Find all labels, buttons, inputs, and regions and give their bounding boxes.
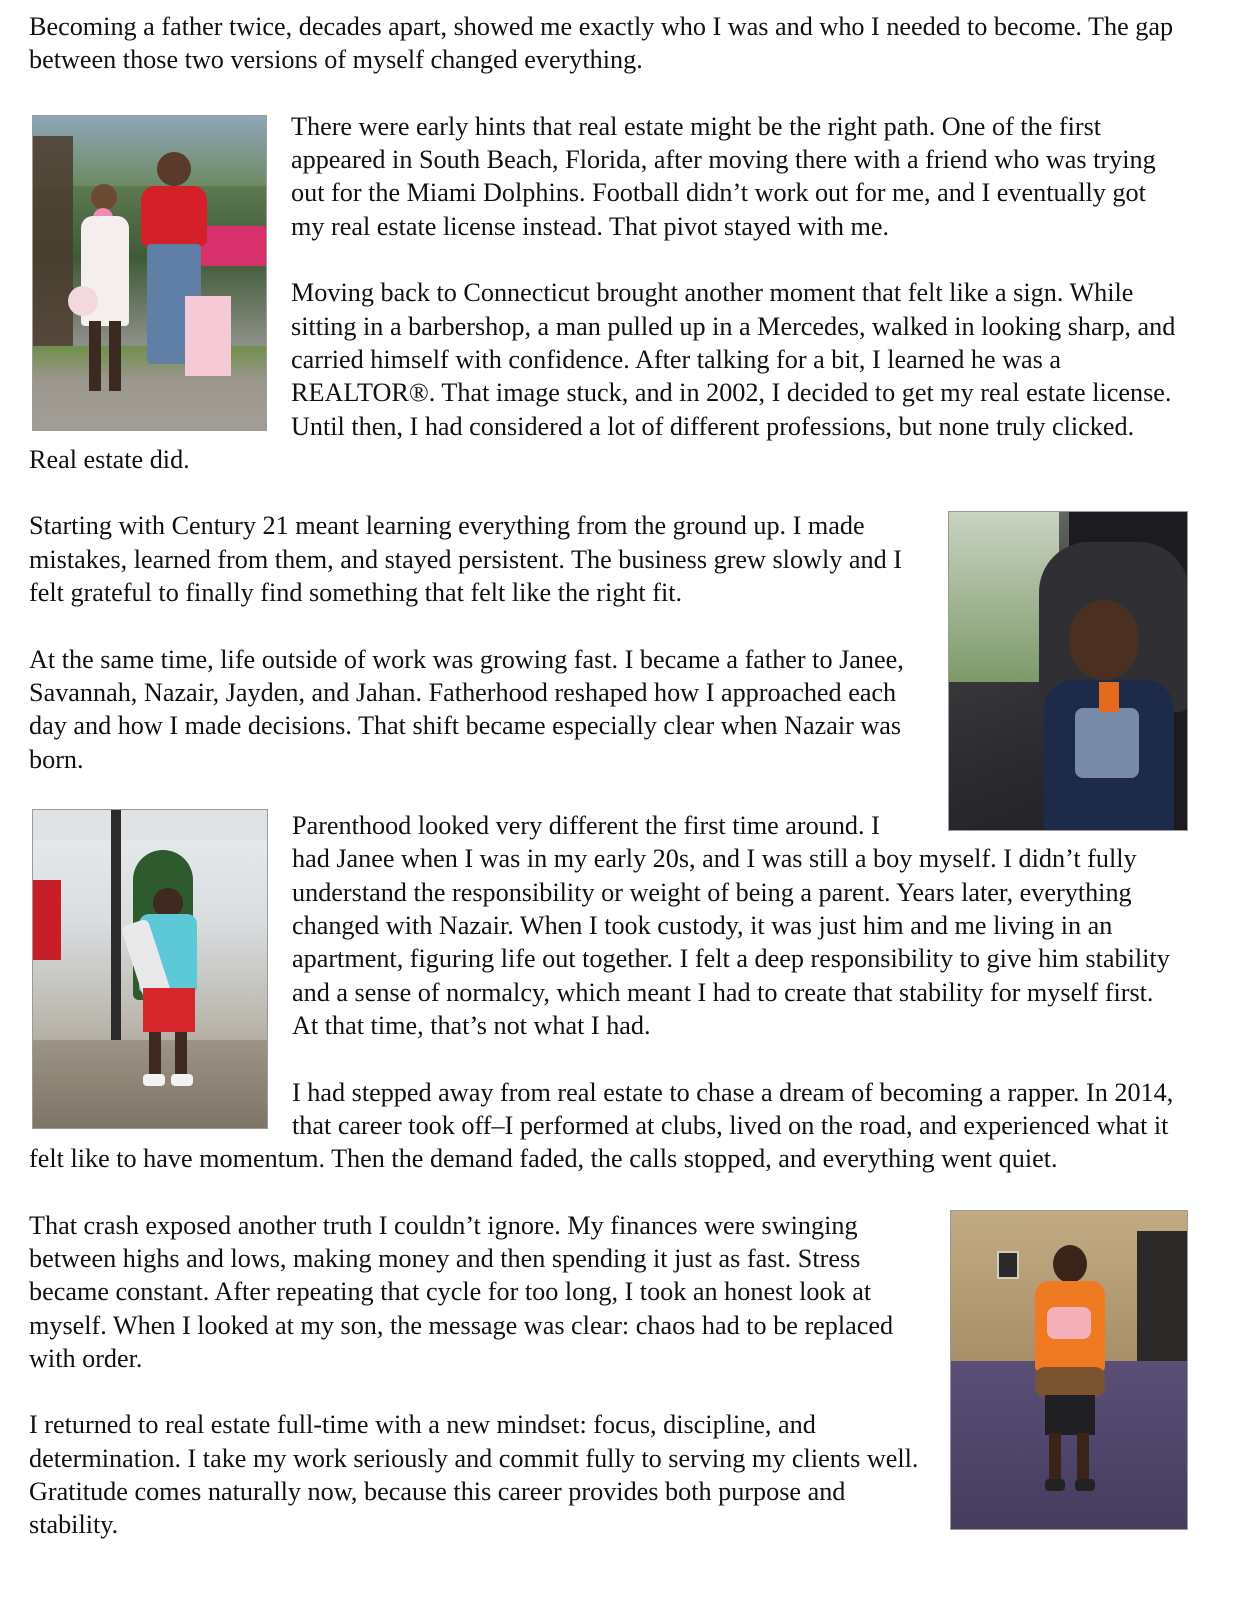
photo-boy-with-trophy bbox=[32, 809, 268, 1129]
paragraph-south-beach: There were early hints that real estate might be the right path. One of the first appeared in South Beach, Florida, after moving there with a friend who was trying out for the Miami Dolphins. Football didn’t work out for me, and I eventually got my real estate license instead. That pivot stayed with me. bbox=[291, 111, 1156, 241]
paragraph-return-to-real-estate: I returned to real estate full-time with a new mindset: focus, discipline, and determination. I take my work seriously and commit fully to serving my clients well. Gratitude comes naturally now, because this career provides both purpose and stability. bbox=[29, 1410, 919, 1540]
paragraph-connecticut: Moving back to Connecticut brought another moment that felt like a sign. While sitting in a barbershop, a man pulled up in a Mercedes, walked in looking sharp, and carried himself with confidence. After talking for a bit, I learned he was a REALTOR®. That image stuck, and in 2002, I decided to get my real estate license. Until then, I had considered a lot of different professions, but none truly clicked. Real estate did. bbox=[29, 278, 1176, 474]
paragraph-intro: Becoming a father twice, decades apart, showed me exactly who I was and who I needed to become. The gap between those two versions of myself changed everything. bbox=[29, 12, 1174, 75]
paragraph-fatherhood: At the same time, life outside of work was growing fast. I became a father to Janee, Savannah, Nazair, Jayden, and Jahan. Fatherhood reshaped how I approached each day and how I made decisions. That shift became especially clear when Nazair was born. bbox=[29, 644, 904, 774]
paragraph-parenthood: Parenthood looked very different the first time around. I had Janee when I was in my early 20s, and I was still a boy myself. I didn’t fully understand the responsibility or weight of being a parent. Years later, everything changed with Nazair. When I took custody, it was just him and me living in an apartment, figuring life out together. I felt a deep responsibility to give him stability and a sense of normalcy, which meant I had to create that stability for myself first. At that time, that’s not what I had. bbox=[292, 811, 1170, 1040]
paragraph-rapper-career: I had stepped away from real estate to chase a dream of becoming a rapper. In 2014, that career took off–I performed at clubs, lived on the road, and experienced what it felt like to have momentum. Then the demand faded, the calls stopped, and everything went quiet. bbox=[29, 1077, 1174, 1174]
photo-mother-and-daughter bbox=[32, 115, 267, 431]
photo-toddler-car-seat bbox=[948, 511, 1188, 831]
paragraph-finances: That crash exposed another truth I couldn’t ignore. My finances were swinging between highs and lows, making money and then spending it just as fast. Stress became constant. After repeating that cycle for too long, I took an honest look at myself. When I looked at my son, the message was clear: chaos had to be replaced with order. bbox=[29, 1210, 894, 1373]
paragraph-century-21: Starting with Century 21 meant learning everything from the ground up. I made mistakes, learned from them, and stayed persistent. The business grew slowly and I felt grateful to finally find something that felt like the right fit. bbox=[29, 511, 902, 608]
photo-boy-with-belt bbox=[950, 1210, 1188, 1530]
